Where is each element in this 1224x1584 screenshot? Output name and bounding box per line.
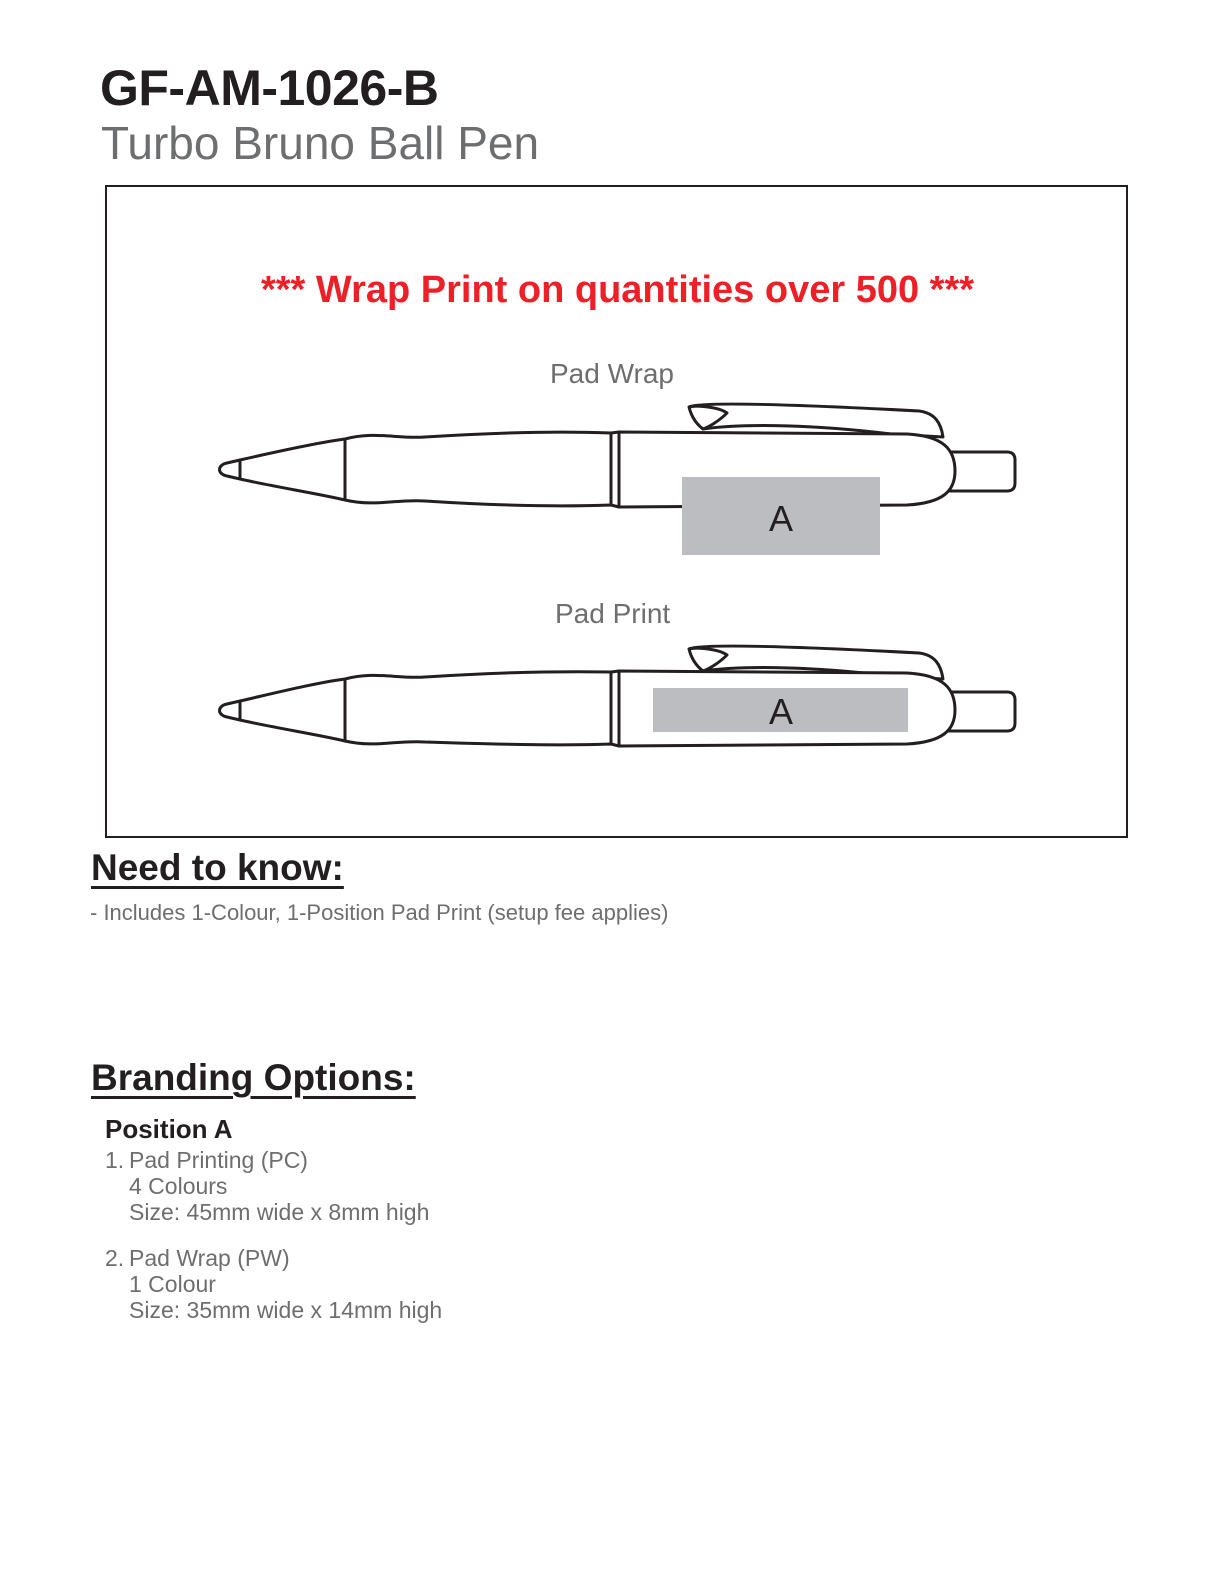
print-diagram-frame	[105, 185, 1128, 838]
pad-wrap-label: Pad Wrap	[550, 358, 674, 389]
option-number: 2.	[105, 1245, 125, 1271]
branding-option-pad-wrap	[105, 1245, 442, 1323]
need-to-know-item: - Includes 1-Colour, 1-Position Pad Print (setup fee applies)	[90, 900, 669, 925]
option-colours: 4 Colours	[129, 1173, 228, 1199]
option-size: Size: 45mm wide x 8mm high	[129, 1199, 430, 1225]
option-number: 1.	[105, 1147, 125, 1173]
wrap-print-notice: *** Wrap Print on quantities over 500 ***	[260, 269, 975, 311]
pad-wrap-marker: A	[768, 498, 794, 539]
product-code: GF-AM-1026-B	[100, 60, 439, 116]
pen-pad-wrap	[220, 404, 1016, 507]
pen-illustrations	[107, 187, 1126, 836]
option-size: Size: 35mm wide x 14mm high	[129, 1297, 443, 1323]
branding-option-pad-printing	[105, 1147, 429, 1225]
pad-print-label: Pad Print	[555, 598, 671, 629]
need-to-know-heading: Need to know:	[91, 847, 344, 888]
product-name: Turbo Bruno Ball Pen	[101, 117, 540, 169]
pad-print-marker: A	[768, 691, 794, 732]
option-colours: 1 Colour	[129, 1271, 216, 1297]
position-a-title: Position A	[105, 1114, 233, 1144]
option-method: Pad Wrap (PW)	[129, 1245, 290, 1271]
option-method: Pad Printing (PC)	[129, 1147, 308, 1173]
branding-options-heading: Branding Options:	[91, 1057, 416, 1098]
